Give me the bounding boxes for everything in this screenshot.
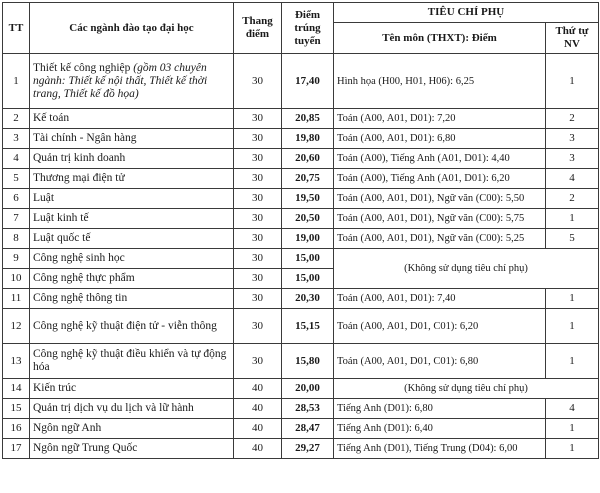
scale-value: 30 (234, 129, 282, 149)
major-name: Kiến trúc (30, 379, 234, 399)
col-header-subject: Tên môn (THXT): Điểm (334, 23, 546, 54)
row-number: 17 (3, 439, 30, 459)
order-value: 1 (546, 54, 599, 109)
table-row (3, 419, 599, 439)
score-value: 20,85 (282, 109, 334, 129)
row-number: 5 (3, 169, 30, 189)
order-value: 3 (546, 149, 599, 169)
order-value: 4 (546, 169, 599, 189)
order-value: 2 (546, 189, 599, 209)
major-name: Tài chính - Ngân hàng (30, 129, 234, 149)
score-value: 20,50 (282, 209, 334, 229)
major-name: Ngôn ngữ Trung Quốc (30, 439, 234, 459)
row-number: 13 (3, 344, 30, 379)
scale-value: 30 (234, 269, 282, 289)
no-criteria-note: (Không sử dụng tiêu chí phụ) (334, 249, 599, 289)
row-number: 11 (3, 289, 30, 309)
order-value: 1 (546, 344, 599, 379)
subject-criteria: Toán (A00, A01, D01): 7,20 (334, 109, 546, 129)
row-number: 3 (3, 129, 30, 149)
no-criteria-note: (Không sử dụng tiêu chí phụ) (334, 379, 599, 399)
score-value: 15,15 (282, 309, 334, 344)
row-number: 15 (3, 399, 30, 419)
table-row (3, 189, 599, 209)
subject-criteria: Toán (A00, A01, D01), Ngữ văn (C00): 5,50 (334, 189, 546, 209)
major-name: Kế toán (30, 109, 234, 129)
subject-criteria: Toán (A00), Tiếng Anh (A01, D01): 6,20 (334, 169, 546, 189)
table-row (3, 379, 599, 399)
scale-value: 30 (234, 289, 282, 309)
table-row (3, 229, 599, 249)
scale-value: 30 (234, 209, 282, 229)
col-header-tt: TT (3, 3, 30, 54)
subject-criteria: Hình họa (H00, H01, H06): 6,25 (334, 54, 546, 109)
row-number: 10 (3, 269, 30, 289)
scale-value: 30 (234, 344, 282, 379)
major-name: Luật (30, 189, 234, 209)
order-value: 1 (546, 419, 599, 439)
row-number: 7 (3, 209, 30, 229)
score-value: 20,75 (282, 169, 334, 189)
order-value: 1 (546, 439, 599, 459)
table-row (3, 54, 599, 109)
subject-criteria: Toán (A00, A01, D01), Ngữ văn (C00): 5,25 (334, 229, 546, 249)
score-value: 20,60 (282, 149, 334, 169)
scale-value: 30 (234, 229, 282, 249)
col-header-secondary: TIÊU CHÍ PHỤ (334, 3, 599, 23)
subject-criteria: Tiếng Anh (D01), Tiếng Trung (D04): 6,00 (334, 439, 546, 459)
score-value: 15,00 (282, 249, 334, 269)
scale-value: 30 (234, 309, 282, 344)
row-number: 8 (3, 229, 30, 249)
row-number: 6 (3, 189, 30, 209)
scale-value: 40 (234, 399, 282, 419)
major-name: Thương mại điện tử (30, 169, 234, 189)
major-name: Quản trị dịch vụ du lịch và lữ hành (30, 399, 234, 419)
subject-criteria: Toán (A00, A01, D01, C01): 6,20 (334, 309, 546, 344)
major-name: Ngôn ngữ Anh (30, 419, 234, 439)
score-value: 29,27 (282, 439, 334, 459)
score-value: 28,53 (282, 399, 334, 419)
score-value: 20,00 (282, 379, 334, 399)
table-row (3, 109, 599, 129)
row-number: 14 (3, 379, 30, 399)
scale-value: 30 (234, 249, 282, 269)
col-header-score: Điểm trúng tuyển (282, 3, 334, 54)
major-name: Công nghệ kỹ thuật điều khiển và tự động hóa (30, 344, 234, 379)
row-number: 9 (3, 249, 30, 269)
scale-value: 40 (234, 439, 282, 459)
scale-value: 40 (234, 379, 282, 399)
score-value: 15,80 (282, 344, 334, 379)
table-row (3, 249, 599, 269)
order-value: 4 (546, 399, 599, 419)
scale-value: 30 (234, 109, 282, 129)
col-header-major: Các ngành đào tạo đại học (30, 3, 234, 54)
major-name: Quản trị kinh doanh (30, 149, 234, 169)
score-value: 28,47 (282, 419, 334, 439)
scale-value: 30 (234, 54, 282, 109)
scale-value: 30 (234, 189, 282, 209)
table-row (3, 399, 599, 419)
order-value: 1 (546, 309, 599, 344)
table-row (3, 129, 599, 149)
score-value: 20,30 (282, 289, 334, 309)
table-row (3, 344, 599, 379)
major-name: Công nghệ kỹ thuật điện tử - viễn thông (30, 309, 234, 344)
subject-criteria: Toán (A00, A01, D01, C01): 6,80 (334, 344, 546, 379)
major-name: Thiết kế công nghiệp (gồm 03 chuyên ngành: Thiết kế nội thất, Thiết kế thời trang, Thiết kế đồ họa) (30, 54, 234, 109)
table-row (3, 439, 599, 459)
subject-criteria: Toán (A00, A01, D01): 7,40 (334, 289, 546, 309)
col-header-order: Thứ tự NV (546, 23, 599, 54)
subject-criteria: Toán (A00, A01, D01), Ngữ văn (C00): 5,75 (334, 209, 546, 229)
score-value: 19,80 (282, 129, 334, 149)
subject-criteria: Tiếng Anh (D01): 6,80 (334, 399, 546, 419)
order-value: 1 (546, 289, 599, 309)
row-number: 12 (3, 309, 30, 344)
row-number: 2 (3, 109, 30, 129)
table-row (3, 289, 599, 309)
order-value: 5 (546, 229, 599, 249)
major-note: (gồm 03 chuyên ngành: Thiết kế nội thất, Thiết kế thời trang, Thiết kế đồ họa) (33, 61, 208, 100)
row-number: 1 (3, 54, 30, 109)
row-number: 16 (3, 419, 30, 439)
score-value: 17,40 (282, 54, 334, 109)
subject-criteria: Toán (A00, A01, D01): 6,80 (334, 129, 546, 149)
admissions-table (2, 2, 599, 459)
scale-value: 30 (234, 169, 282, 189)
col-header-scale: Thang điểm (234, 3, 282, 54)
major-name: Luật kinh tế (30, 209, 234, 229)
scale-value: 40 (234, 419, 282, 439)
subject-criteria: Tiếng Anh (D01): 6,40 (334, 419, 546, 439)
row-number: 4 (3, 149, 30, 169)
subject-criteria: Toán (A00), Tiếng Anh (A01, D01): 4,40 (334, 149, 546, 169)
score-value: 19,00 (282, 229, 334, 249)
order-value: 1 (546, 209, 599, 229)
table-row (3, 149, 599, 169)
order-value: 2 (546, 109, 599, 129)
table-row (3, 209, 599, 229)
major-name: Công nghệ thông tin (30, 289, 234, 309)
major-name: Luật quốc tế (30, 229, 234, 249)
order-value: 3 (546, 129, 599, 149)
table-row (3, 169, 599, 189)
major-name: Công nghệ thực phẩm (30, 269, 234, 289)
table-row (3, 309, 599, 344)
score-value: 19,50 (282, 189, 334, 209)
major-name: Công nghệ sinh học (30, 249, 234, 269)
scale-value: 30 (234, 149, 282, 169)
score-value: 15,00 (282, 269, 334, 289)
